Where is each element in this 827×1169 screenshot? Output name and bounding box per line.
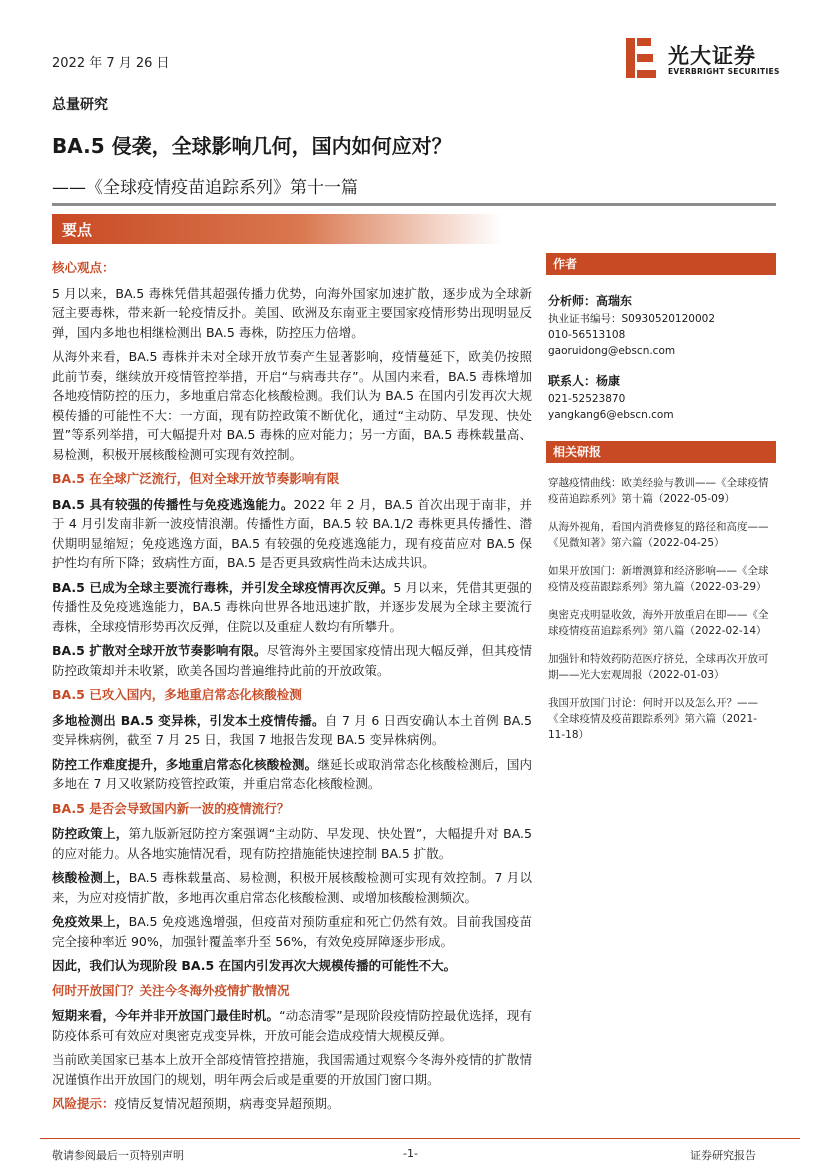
page-number: -1- — [403, 1147, 418, 1160]
section2-p1-body: 自 7 月 6 日西安确认本土首例 BA.5 变异株病例，截至 7 月 25 日，我国 7 地报告发现 BA.5 变异株病例。 — [52, 712, 533, 747]
section1-paragraph-3 — [52, 641, 532, 680]
related-report[interactable]: 从海外视角，看国内消费修复的路径和高度——《见微知著》第六篇（2022-04-25） — [548, 521, 769, 549]
risk-label: 风险提示： — [52, 1096, 115, 1111]
footer-divider — [40, 1138, 800, 1139]
section2-p2-lead: 防控工作难度提升，多地重启常态化核酸检测。 — [52, 756, 318, 772]
section3-p1-lead: 防控政策上， — [52, 826, 129, 841]
section3-paragraph-4 — [52, 956, 532, 976]
contact-phone: 021-52523870 — [548, 393, 626, 405]
related-research-header: 相关研报 — [546, 441, 776, 463]
contact-block — [546, 367, 776, 423]
section4-p1-lead: 短期来看，今年并非开放国门最佳时机。 — [52, 1008, 280, 1023]
footer-report-type: 证券研究报告 — [690, 1149, 756, 1162]
section1-p1-lead: BA.5 具有较强的传播性与免疫逃逸能力。 — [52, 496, 294, 512]
analyst-email[interactable]: gaoruidong@ebscn.com — [548, 345, 676, 357]
company-logo — [626, 38, 786, 78]
footer-disclaimer: 敬请参阅最后一页特别声明 — [52, 1149, 184, 1162]
report-date: 2022 年 7 月 26 日 — [52, 56, 170, 71]
section3-paragraph-2 — [52, 868, 532, 907]
section-heading-reopening: 何时开放国门？关注今冬海外疫情扩散情况 — [52, 982, 290, 998]
analyst-phone: 010-56513108 — [548, 329, 626, 341]
analyst-cert: 执业证书编号：S0930520120002 — [548, 313, 716, 325]
report-category: 总量研究 — [52, 97, 108, 113]
section4-paragraph-1 — [52, 1006, 532, 1045]
contact-name: 杨康 — [596, 374, 621, 388]
analyst-block — [546, 287, 776, 359]
report-subtitle: ——《全球疫情疫苗追踪系列》第十一篇 — [52, 178, 358, 198]
title-divider — [52, 203, 776, 206]
core-paragraph-2: 从海外来看，BA.5 毒株并未对全球开放节奏产生显著影响，疫情蔓延下，欧美仍按照此前节奏，继续放开疫情管控举措，开启“与病毒共存”。从国内来看，BA.5 毒株增加各地疫情防控的压力，多地重启常态化核酸检测。我们认为 BA.5 在国内引发再次大规模传播的可能性不大：一方面，现有防控政策不断优化，通过“主动防、早发现、快处置”等系列举措，可大幅提升对 BA.5 毒株的应对能力；另一方面，BA.5 毒株载量高、易检测，积极开展核酸检测可实现有效控制。 — [52, 349, 532, 462]
key-points-label: 要点 — [62, 221, 93, 239]
analyst-label: 分析师： — [548, 294, 597, 308]
section3-p1-body: 第九版新冠防控方案强调“主动防、早发现、快处置”，大幅提升对 BA.5 的应对能力。从各地实施情况看，现有防控措施能快速控制 BA.5 扩散。 — [52, 826, 532, 861]
related-report[interactable]: 奥密克戎明显收敛，海外开放重启在即——《全球疫情疫苗追踪系列》第八篇（2022-02-14） — [548, 609, 769, 637]
section3-paragraph-1 — [52, 824, 532, 863]
section2-paragraph-2 — [52, 755, 532, 794]
section1-p2-lead: BA.5 已成为全球主要流行毒株，并引发全球疫情再次反弹。 — [52, 579, 394, 595]
core-view-label: 核心观点： — [52, 260, 115, 275]
contact-email[interactable]: yangkang6@ebscn.com — [548, 409, 674, 421]
section1-p1-body: 2022 年 2 月，BA.5 首次出现于南非，并于 4 月引发南非新一波疫情浪潮。传播性方面，BA.5 较 BA.1/2 毒株更具传播性、潜伏期明显缩短；免疫逃逸方面，BA.5 有较强的免疫逃逸能力，现有疫苗应对 BA.5 保护性均有所下降；致病性方面，BA.5 是否更具致病性尚未达成共识。 — [52, 496, 532, 570]
section3-p2-lead: 核酸检测上， — [52, 870, 129, 885]
section2-p1-lead: 多地检测出 BA.5 变异株，引发本土疫情传播。 — [52, 712, 325, 728]
section4-paragraph-2: 当前欧美国家已基本上放开全部疫情管控措施，我国需通过观察今冬海外疫情的扩散情况谨慎作出开放国门的规划，明年两会后或是重要的开放国门窗口期。 — [52, 1052, 532, 1087]
section1-paragraph-2 — [52, 578, 532, 637]
everbright-logo-icon — [626, 38, 656, 78]
section4-p1-body: “动态清零”是现阶段疫情防控最优选择，现有防疫体系可有效应对奥密克戎变异株，开放可能会造成疫情大规模反弹。 — [52, 1008, 532, 1043]
analyst-name: 高瑞东 — [596, 294, 633, 308]
section-heading-domestic: BA.5 已攻入国内，多地重启常态化核酸检测 — [52, 687, 302, 702]
section3-p3-body: BA.5 免疫逃逸增强，但疫苗对预防重症和死亡仍然有效。目前我国疫苗完全接种率近 90%，加强针覆盖率升至 56%，有效免疫屏障逐步形成。 — [52, 914, 532, 949]
section1-p3-body: 尽管海外主要国家疫情出现大幅反弹，但其疫情防控政策却并未收紧，欧美各国均普遍维持此前的开放政策。 — [52, 643, 532, 678]
section1-p3-lead: BA.5 扩散对全球开放节奏影响有限。 — [52, 643, 267, 658]
related-report[interactable]: 加强针和特效药防范医疗挤兑，全球再次开放可期——光大宏观周报（2022-01-03） — [548, 653, 769, 681]
section1-p2-body: 5 月以来，凭借其更强的传播性及免疫逃逸能力，BA.5 毒株向世界各地迅速扩散，并逐步发展为全球主要流行毒株，全球疫情形势再次反弹，住院以及重症人数均有所攀升。 — [52, 579, 532, 634]
risk-text: 疫情反复情况超预期，病毒变异超预期。 — [114, 1096, 340, 1111]
key-points-banner — [52, 214, 502, 244]
risk-warning — [52, 1094, 532, 1114]
report-title: BA.5 侵袭，全球影响几何，国内如何应对？ — [52, 134, 452, 158]
section3-paragraph-3 — [52, 912, 532, 951]
section3-conclusion: 因此，我们认为现阶段 BA.5 在国内引发再次大规模传播的可能性不大。 — [52, 958, 457, 973]
logo-name-en: EVERBRIGHT SECURITIES — [668, 67, 780, 76]
logo-name-cn: 光大证券 — [668, 44, 756, 68]
core-paragraph-1: 5 月以来，BA.5 毒株凭借其超强传播力优势，向海外国家加速扩散，逐步成为全球新冠主要毒株，带来新一轮疫情反扑。美国、欧洲及东南亚主要国家疫情形势出现明显反弹，国内多地也相继检测出 BA.5 毒株，防控压力倍增。 — [52, 285, 532, 340]
section1-paragraph-1 — [52, 495, 532, 573]
contact-label: 联系人： — [548, 374, 597, 388]
section-heading-global: BA.5 在全球广泛流行，但对全球开放节奏影响有限 — [52, 471, 340, 486]
related-report[interactable]: 我国开放国门讨论：何时开以及怎么开？——《全球疫情及疫苗跟踪系列》第六篇（2021-11-18） — [548, 697, 758, 741]
section2-p2-body: 继延长或取消常态化核酸检测后，国内多地在 7 月又收紧防疫管控政策，并重启常态化核酸检测。 — [52, 756, 532, 791]
author-header: 作者 — [546, 253, 776, 275]
sidebar — [546, 253, 776, 755]
main-content — [52, 258, 532, 1119]
contact-line — [548, 373, 774, 389]
section3-p2-body: BA.5 毒株载量高、易检测，积极开展核酸检测可实现有效控制。7 月以来，为应对疫情扩散，多地再次重启常态化核酸检测、或增加核酸检测频次。 — [52, 870, 532, 905]
analyst-line — [548, 293, 774, 309]
section2-paragraph-1 — [52, 711, 532, 750]
section3-p3-lead: 免疫效果上， — [52, 914, 129, 929]
related-research-list — [546, 463, 776, 743]
related-report[interactable]: 穿越疫情曲线：欧美经验与教训——《全球疫情疫苗追踪系列》第十篇（2022-05-09） — [548, 477, 769, 505]
related-report[interactable]: 如果开放国门：新增测算和经济影响——《全球疫情及疫苗跟踪系列》第九篇（2022-03-29） — [548, 565, 769, 593]
section-heading-new-wave: BA.5 是否会导致国内新一波的疫情流行？ — [52, 800, 290, 816]
